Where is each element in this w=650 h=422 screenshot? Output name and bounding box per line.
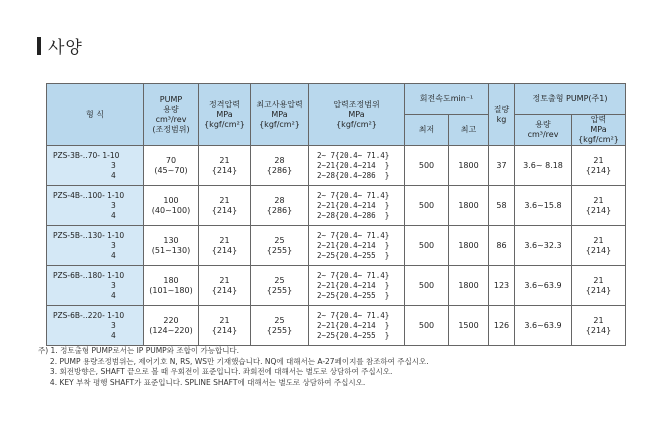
speed-min-cell: 500 xyxy=(405,186,449,226)
max-pressure-cell: 25 {255} xyxy=(251,306,309,346)
pressure-range-cell: 2~ 7{20.4~ 71.4} 2~21{20.4~214 } 2~25{20.4~255 } xyxy=(309,266,405,306)
model-cell: PZS-4B-‥100- 1-10 3 4 xyxy=(47,186,144,226)
header-mass: 질량 kg xyxy=(489,84,515,146)
speed-min-cell: 500 xyxy=(405,226,449,266)
pressure-range-cell: 2~ 7{20.4~ 71.4} 2~21{20.4~214 } 2~25{20.4~255 } xyxy=(309,226,405,266)
rated-pressure-cell: 21 {214} xyxy=(199,306,251,346)
fixed-capacity-cell: 3.6~ 8.18 xyxy=(515,146,572,186)
capacity-cell: 100 (40~100) xyxy=(144,186,199,226)
model-cell: PZS-6B-‥180- 1-10 3 4 xyxy=(47,266,144,306)
footnote: 3. 회전방향은, SHAFT 끝으로 볼 때 우회전이 표준입니다. 좌회전에 대해서는 별도로 상담하여 주십시오. xyxy=(38,367,393,376)
max-pressure-cell: 25 {255} xyxy=(251,266,309,306)
speed-max-cell: 1800 xyxy=(449,186,489,226)
fixed-pressure-cell: 21 {214} xyxy=(572,226,626,266)
fixed-capacity-cell: 3.6~15.8 xyxy=(515,186,572,226)
capacity-cell: 130 (51~130) xyxy=(144,226,199,266)
header-fixed-pressure: 압력 MPa {kgf/cm²} xyxy=(572,115,626,146)
section-header xyxy=(37,33,83,58)
model-cell: PZS-5B-‥130- 1-10 3 4 xyxy=(47,226,144,266)
mass-cell: 126 xyxy=(489,306,515,346)
header-fixed-pump: 정토출형 PUMP(주1) xyxy=(515,84,626,115)
footnote: 4. KEY 부착 평행 SHAFT가 표준입니다. SPLINE SHAFT에 대해서는 별도로 상담하여 주십시오. xyxy=(38,377,366,387)
max-pressure-cell: 28 {286} xyxy=(251,146,309,186)
speed-max-cell: 1500 xyxy=(449,306,489,346)
max-pressure-cell: 25 {255} xyxy=(251,226,309,266)
rated-pressure-cell: 21 {214} xyxy=(199,266,251,306)
table-row xyxy=(47,186,626,226)
capacity-cell: 180 (101~180) xyxy=(144,266,199,306)
title-marker xyxy=(37,37,41,55)
fixed-pressure-cell: 21 {214} xyxy=(572,306,626,346)
table-row xyxy=(47,226,626,266)
table-row xyxy=(47,146,626,186)
footnote: 2. PUMP 용량조정범위는, 제어기호 N, RS, WS만 기재했습니다. NQ에 대해서는 A-27페이지를 참조하여 주십시오. xyxy=(38,356,429,366)
header-rated-pressure: 정격압력 MPa {kgf/cm²} xyxy=(199,84,251,146)
fixed-pressure-cell: 21 {214} xyxy=(572,186,626,226)
fixed-capacity-cell: 3.6~63.9 xyxy=(515,306,572,346)
pressure-range-cell: 2~ 7{20.4~ 71.4} 2~21{20.4~214 } 2~25{20.4~255 } xyxy=(309,306,405,346)
pressure-range-cell: 2~ 7{20.4~ 71.4} 2~21{20.4~214 } 2~28{20.4~286 } xyxy=(309,146,405,186)
header-max-pressure: 최고사용압력 MPa {kgf/cm²} xyxy=(251,84,309,146)
fixed-pressure-cell: 21 {214} xyxy=(572,146,626,186)
model-cell: PZS-3B-‥70- 1-10 3 4 xyxy=(47,146,144,186)
spec-table xyxy=(46,83,626,346)
fixed-pressure-cell: 21 {214} xyxy=(572,266,626,306)
capacity-cell: 220 (124~220) xyxy=(144,306,199,346)
footnote: 주) 1. 정토출형 PUMP로서는 IP PUMP와 조합이 가능합니다. xyxy=(38,346,240,355)
fixed-capacity-cell: 3.6~32.3 xyxy=(515,226,572,266)
header-speed-min: 최저 xyxy=(405,115,449,146)
pressure-range-cell: 2~ 7{20.4~ 71.4} 2~21{20.4~214 } 2~28{20.4~286 } xyxy=(309,186,405,226)
rated-pressure-cell: 21 {214} xyxy=(199,226,251,266)
header-model: 형 식 xyxy=(47,84,144,146)
header-pump-capacity: PUMP 용량 cm³/rev (조정범위) xyxy=(144,84,199,146)
speed-min-cell: 500 xyxy=(405,266,449,306)
rated-pressure-cell: 21 {214} xyxy=(199,186,251,226)
max-pressure-cell: 28 {286} xyxy=(251,186,309,226)
header-speed: 회전속도min⁻¹ xyxy=(405,84,489,115)
speed-max-cell: 1800 xyxy=(449,226,489,266)
mass-cell: 58 xyxy=(489,186,515,226)
section-title: 사양 xyxy=(48,38,83,58)
speed-min-cell: 500 xyxy=(405,306,449,346)
table-row xyxy=(47,306,626,346)
header-pressure-range: 압력조정범위 MPa {kgf/cm²} xyxy=(309,84,405,146)
speed-max-cell: 1800 xyxy=(449,146,489,186)
model-cell: PZS-6B-‥220- 1-10 3 4 xyxy=(47,306,144,346)
mass-cell: 37 xyxy=(489,146,515,186)
mass-cell: 123 xyxy=(489,266,515,306)
speed-max-cell: 1800 xyxy=(449,266,489,306)
table-row xyxy=(47,266,626,306)
mass-cell: 86 xyxy=(489,226,515,266)
rated-pressure-cell: 21 {214} xyxy=(199,146,251,186)
speed-min-cell: 500 xyxy=(405,146,449,186)
header-speed-max: 최고 xyxy=(449,115,489,146)
capacity-cell: 70 (45~70) xyxy=(144,146,199,186)
fixed-capacity-cell: 3.6~63.9 xyxy=(515,266,572,306)
header-fixed-capacity: 용량 cm³/rev xyxy=(515,115,572,146)
footnotes xyxy=(38,346,429,388)
